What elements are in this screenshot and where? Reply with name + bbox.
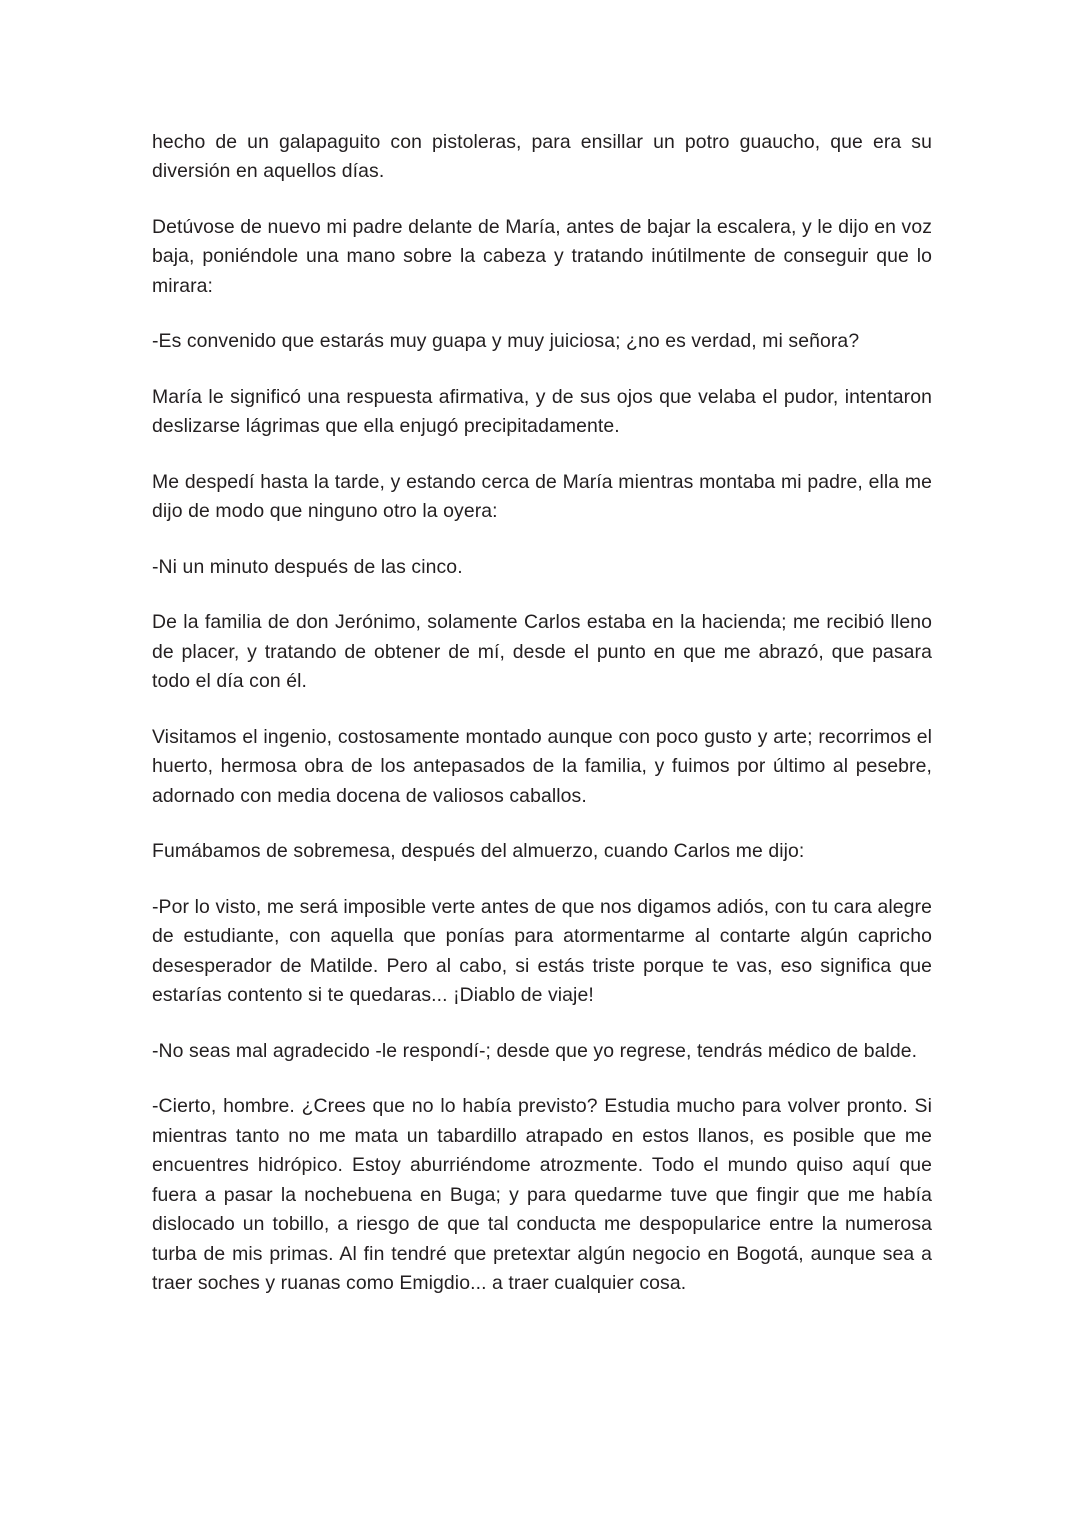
paragraph: Detúvose de nuevo mi padre delante de María, antes de bajar la escalera, y le dijo en voz baja, poniéndole una mano sobre la cabeza y tratando inútilmente de conseguir que lo mirara:	[152, 215, 932, 297]
paragraph: -Por lo visto, me será imposible verte antes de que nos digamos adiós, con tu cara alegre de estudiante, con aquella que ponías para atormentarme al contarte algún capricho desesperador de Matilde. Pero al cabo, si estás triste porque te vas, eso significa que estarías contento si te quedaras... ¡Diablo de viaje!	[152, 895, 932, 1007]
document-text-body	[152, 128, 932, 1299]
paragraph: Me despedí hasta la tarde, y estando cerca de María mientras montaba mi padre, ella me dijo de modo que ninguno otro la oyera:	[152, 470, 932, 523]
paragraph: Visitamos el ingenio, costosamente montado aunque con poco gusto y arte; recorrimos el huerto, hermosa obra de los antepasados de la familia, y fuimos por último al pesebre, adornado con media docena de valiosos caballos.	[152, 725, 932, 807]
paragraph: Fumábamos de sobremesa, después del almuerzo, cuando Carlos me dijo:	[152, 840, 805, 863]
paragraph: María le significó una respuesta afirmativa, y de sus ojos que velaba el pudor, intentaron deslizarse lágrimas que ella enjugó precipitadamente.	[152, 385, 932, 438]
paragraph: hecho de un galapaguito con pistoleras, para ensillar un potro guaucho, que era su diversión en aquellos días.	[152, 131, 932, 183]
paragraph: De la familia de don Jerónimo, solamente Carlos estaba en la hacienda; me recibió lleno de placer, y tratando de obtener de mí, desde el punto en que me abrazó, que pasara todo el día con él.	[152, 611, 932, 693]
paragraph: -Ni un minuto después de las cinco.	[152, 555, 463, 578]
paragraph: -Cierto, hombre. ¿Crees que no lo había previsto? Estudia mucho para volver pronto. Si mientras tanto no me mata un tabardillo atrapado en estos llanos, es posible que me encuentres hidrópico. Estoy aburriéndome atrozmente. Todo el mundo quiso aquí que fuera a pasar la nochebuena en Buga; y para quedarme tuve que fingir que me había dislocado un tobillo, a riesgo de que tal conducta me despopularice entre la numerosa turba de mis primas. Al fin tendré que pretextar algún negocio en Bogotá, aunque sea a traer soches y ruanas como Emigdio... a traer cualquier cosa.	[152, 1095, 932, 1295]
paragraph: -No seas mal agradecido -le respondí-; desde que yo regrese, tendrás médico de balde.	[152, 1039, 918, 1062]
paragraph: -Es convenido que estarás muy guapa y muy juiciosa; ¿no es verdad, mi señora?	[152, 330, 860, 353]
